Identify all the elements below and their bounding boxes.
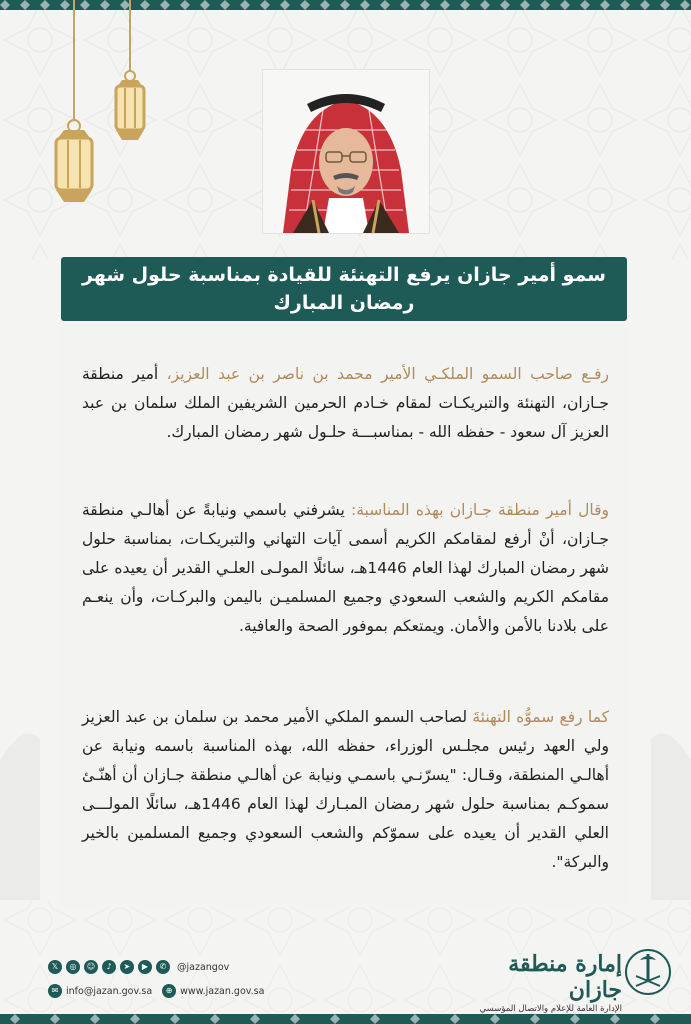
social-handle[interactable]: @jazangov — [177, 961, 230, 973]
lantern-icon — [44, 0, 104, 210]
website-link[interactable]: www.jazan.gov.sa — [180, 985, 265, 997]
paragraph-2 — [82, 496, 609, 641]
whatsapp-icon[interactable]: ✆ — [156, 960, 170, 974]
telegram-icon[interactable]: ➤ — [120, 960, 134, 974]
organization-name: إمارة منطقة جازان — [508, 951, 622, 1003]
lantern-icon — [104, 0, 156, 150]
contact-links — [48, 984, 264, 998]
paragraph-1-highlight: رفـع صاحب السمو الملكـي الأمير محمد بن ناصر بن عبد العزيز، — [166, 365, 609, 383]
paragraph-1 — [82, 360, 609, 447]
globe-icon: ⊕ — [162, 984, 176, 998]
official-portrait — [262, 69, 430, 234]
paragraph-2-highlight: وقال أمير منطقة جـازان بهذه المناسبة: — [351, 501, 609, 519]
paragraph-3-highlight: كما رفع سموُّه التهنئةَ — [472, 708, 609, 726]
department-name: الإدارة العامة للإعلام والاتصال المؤسسي — [479, 1004, 622, 1014]
bottom-ornament-band — [0, 1014, 691, 1024]
tiktok-icon[interactable]: ♪ — [102, 960, 116, 974]
headline: سمو أمير جازان يرفع التهنئة للقيادة بمناسبة حلول شهر رمضان المبارك — [82, 264, 606, 314]
organization-logo — [472, 951, 622, 1015]
paragraph-3-text: لصاحب السمو الملكي الأمير محمد بن سلمان بن عبد العزيز ولي العهد رئيس مجلـس الوزراء، حفظه الله، بهذه المناسبة باسمه ونيابة عن أهالـي المنطقة، وقـال: "يسرّنـي باسمـي ونيابة عن أهالـي منطقة جـازان أن أهنّـئ سموكـم بمناسبة حلول شهر رمضان المبـارك لهذا العام 1446هـ، سائلًا المولـــى العلي القدير أن يعيده على سموّكم والشعب السعودي وجميع المسلمين بالخير والبركة". — [82, 708, 609, 871]
headline-banner — [61, 257, 627, 321]
paragraph-3 — [82, 703, 609, 877]
x-icon[interactable]: 𝕏 — [48, 960, 62, 974]
paragraph-2-text: يشرفني باسمي ونيابةً عن أهالـي منطقة جـازان، أنْ أرفع لمقامكم الكريم أسمى آيات التهاني والتبريكـات، بمناسبة حلول شهر رمضان المبارك لهذا العام 1446هـ، سائلًا المولـى العلـي القدير أن يعيده على مقامكم الكريم والشعب السعودي وجميع المسلميـن باليمن والبركـات، وأن ينعـم على بلادنا بالأمن والأمان. ويمتعكم بموفور الصحة والعافية. — [82, 501, 609, 635]
email-link[interactable]: info@jazan.gov.sa — [66, 985, 153, 997]
instagram-icon[interactable]: ◎ — [66, 960, 80, 974]
paragraph-1-text: أمير منطقة جـازان، التهنئة والتبريكـات لمقام خـادم الحرمين الشريفين الملك سلمان بن عبد العزيز آل سعود - حفظه الله - بمناسبـــة حلـول شهر رمضان المبارك. — [82, 365, 609, 441]
email-icon: ✉ — [48, 984, 62, 998]
social-links — [48, 960, 229, 974]
snapchat-icon[interactable]: ☺ — [84, 960, 98, 974]
youtube-icon[interactable]: ▶ — [138, 960, 152, 974]
emblem-icon — [624, 946, 672, 998]
